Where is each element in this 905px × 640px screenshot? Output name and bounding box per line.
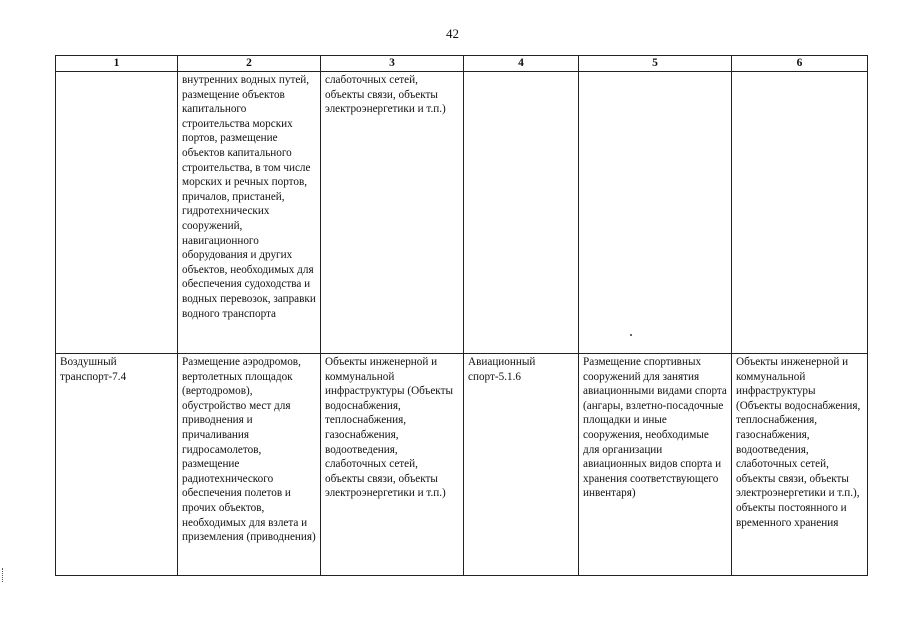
- scan-margin-mark: [2, 568, 8, 582]
- column-header-1: 1: [56, 56, 178, 72]
- table-row: [56, 72, 868, 354]
- page-number: 42: [446, 26, 459, 41]
- table-cell: Авиационный спорт-5.1.6: [464, 354, 579, 576]
- table-cell: [56, 72, 178, 354]
- header-row: [56, 56, 868, 72]
- table-cell: слаботочных сетей, объекты связи, объекты электроэнергетики и т.п.): [321, 72, 464, 354]
- regulation-table: [55, 55, 868, 576]
- table-cell: Объекты инженерной и коммунальной инфраструктуры (Объекты водоснабжения, теплоснабжения, газоснабжения, водоотведения, слаботочных сетей, объекты связи, объекты электроэнергетики и т.п.): [321, 354, 464, 576]
- table-row: [56, 354, 868, 576]
- table-cell: внутренних водных путей, размещение объектов капитального строительства морских портов, размещение объектов капитального строительства, в том числе морских и речных портов, причалов, пристаней, гидротехнических сооружений, навигационного оборудования и других объектов, необходимых для обеспечения судоходства и водных перевозок, заправки водного транспорта: [178, 72, 321, 354]
- column-header-2: 2: [178, 56, 321, 72]
- scan-dot: [630, 334, 632, 336]
- table-cell: [579, 72, 732, 354]
- table-cell: [464, 72, 579, 354]
- column-header-4: 4: [464, 56, 579, 72]
- column-header-6: 6: [732, 56, 868, 72]
- column-header-3: 3: [321, 56, 464, 72]
- column-header-5: 5: [579, 56, 732, 72]
- table-cell: Воздушный транспорт-7.4: [56, 354, 178, 576]
- table-cell: [732, 72, 868, 354]
- table-cell: Размещение аэродромов, вертолетных площадок (вертодромов), обустройство мест для приводнения и причаливания гидросамолетов, размещение радиотехнического обеспечения полетов и прочих объектов, необходимых для взлета и приземления (приводнения): [178, 354, 321, 576]
- table-cell: Объекты инженерной и коммунальной инфраструктуры (Объекты водоснабжения, теплоснабжения, газоснабжения, водоотведения, слаботочных сетей, объекты связи, объекты электроэнергетики и т.п.), объекты постоянного и временного хранения: [732, 354, 868, 576]
- table-cell: Размещение спортивных сооружений для занятия авиационными видами спорта (ангары, взлетно-посадочные площадки и иные сооружения, необходимые для организации авиационных видов спорта и хранения соответствующего инвентаря): [579, 354, 732, 576]
